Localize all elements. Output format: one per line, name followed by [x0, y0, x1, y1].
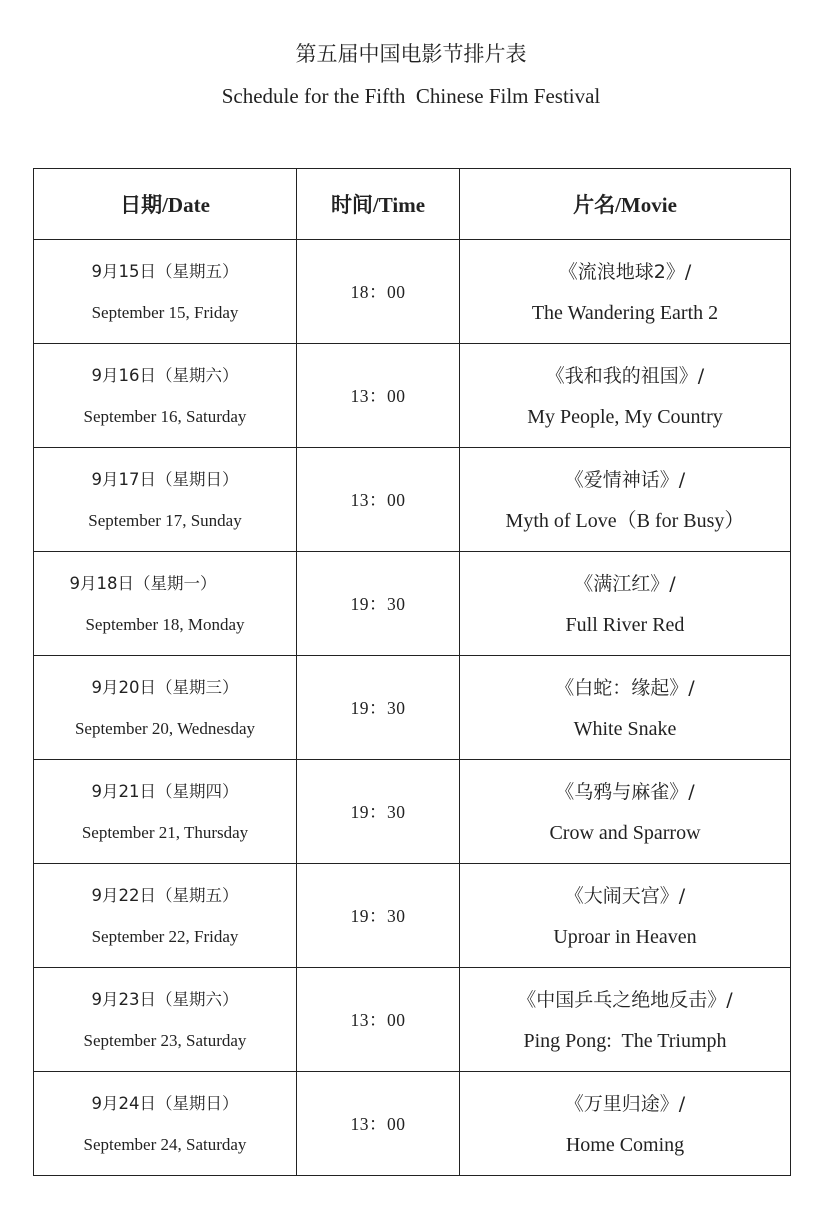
time-cell [297, 344, 460, 448]
table-row [34, 656, 791, 760]
date-english: September 16, Saturday [83, 406, 247, 426]
page-title-english: Schedule for the Fifth Chinese Film Festival [221, 84, 601, 108]
date-chinese: 9月16日（星期六） [91, 365, 239, 385]
date-chinese: 9月15日（星期五） [91, 261, 239, 281]
time-cell [297, 760, 460, 864]
time-cell [297, 968, 460, 1072]
movie-title-english: Home Coming [565, 1133, 685, 1156]
time-cell [297, 240, 460, 344]
movie-cell [460, 240, 791, 344]
table-row [34, 968, 791, 1072]
movie-cell [460, 656, 791, 760]
screening-time: 19：30 [350, 698, 406, 718]
screening-time: 13：00 [350, 1010, 406, 1030]
date-cell [34, 864, 297, 968]
date-cell [34, 344, 297, 448]
date-chinese: 9月22日（星期五） [91, 885, 239, 905]
table-row [34, 552, 791, 656]
time-cell [297, 448, 460, 552]
schedule-table [33, 168, 791, 1176]
date-cell [34, 760, 297, 864]
table-header-row [34, 169, 791, 240]
date-chinese: 9月24日（星期日） [91, 1093, 239, 1113]
movie-title-chinese: 《乌鸦与麻雀》/ [555, 780, 695, 803]
time-cell [297, 864, 460, 968]
movie-title-chinese: 《大闹天宫》/ [564, 884, 686, 907]
movie-title-english: The Wandering Earth 2 [531, 301, 719, 324]
date-english: September 18, Monday [85, 614, 245, 634]
screening-time: 13：00 [350, 1114, 406, 1134]
screening-time: 13：00 [350, 490, 406, 510]
movie-title-english: Full River Red [565, 613, 685, 636]
table-row [34, 864, 791, 968]
screening-time: 19：30 [350, 594, 406, 614]
movie-title-english: My People, My Country [527, 405, 723, 428]
movie-title-chinese: 《流浪地球2》/ [558, 260, 692, 283]
table-row [34, 1072, 791, 1176]
movie-title-english: Crow and Sparrow [549, 821, 701, 844]
date-chinese: 9月23日（星期六） [91, 989, 239, 1009]
movie-title-chinese: 《万里归途》/ [564, 1092, 686, 1115]
table-row [34, 760, 791, 864]
date-cell [34, 552, 297, 656]
time-cell [297, 552, 460, 656]
date-cell [34, 968, 297, 1072]
movie-title-english: Ping Pong: The Triumph [523, 1029, 727, 1052]
date-cell [34, 448, 297, 552]
date-english: September 20, Wednesday [74, 718, 256, 738]
date-chinese: 9月21日（星期四） [91, 781, 239, 801]
screening-time: 13：00 [350, 386, 406, 406]
movie-title-english: White Snake [573, 717, 677, 740]
table-row [34, 240, 791, 344]
page-title-chinese: 第五届中国电影节排片表 [295, 42, 527, 66]
movie-title-chinese: 《满江红》/ [574, 572, 676, 595]
movie-cell [460, 760, 791, 864]
movie-title-chinese: 《中国乒乓之绝地反击》/ [517, 988, 733, 1011]
date-chinese: 9月20日（星期三） [91, 677, 239, 697]
movie-title-chinese: 《爱情神话》/ [564, 468, 686, 491]
movie-cell [460, 344, 791, 448]
time-cell [297, 656, 460, 760]
movie-cell [460, 448, 791, 552]
date-english: September 22, Friday [91, 926, 239, 946]
screening-time: 19：30 [350, 802, 406, 822]
date-english: September 24, Saturday [83, 1134, 247, 1154]
date-chinese: 9月17日（星期日） [91, 469, 239, 489]
date-english: September 21, Thursday [81, 822, 249, 842]
column-header-date: 日期/Date [34, 169, 297, 240]
movie-title-english: Uproar in Heaven [553, 925, 697, 948]
table-row [34, 448, 791, 552]
date-english: September 17, Sunday [88, 510, 242, 530]
date-english: September 15, Friday [91, 302, 239, 322]
date-cell [34, 656, 297, 760]
date-cell [34, 240, 297, 344]
date-chinese: 9月18日（星期一） [69, 573, 217, 593]
movie-cell [460, 864, 791, 968]
date-english: September 23, Saturday [83, 1030, 247, 1050]
column-header-movie: 片名/Movie [460, 169, 791, 240]
movie-title-chinese: 《我和我的祖国》/ [545, 364, 705, 387]
column-header-time: 时间/Time [297, 169, 460, 240]
time-cell [297, 1072, 460, 1176]
screening-time: 19：30 [350, 906, 406, 926]
screening-time: 18：00 [350, 282, 406, 302]
date-cell [34, 1072, 297, 1176]
movie-cell [460, 1072, 791, 1176]
movie-cell [460, 968, 791, 1072]
movie-title-chinese: 《白蛇：缘起》/ [555, 676, 695, 699]
movie-cell [460, 552, 791, 656]
table-row [34, 344, 791, 448]
movie-title-english: Myth of Love（B for Busy） [505, 509, 745, 532]
